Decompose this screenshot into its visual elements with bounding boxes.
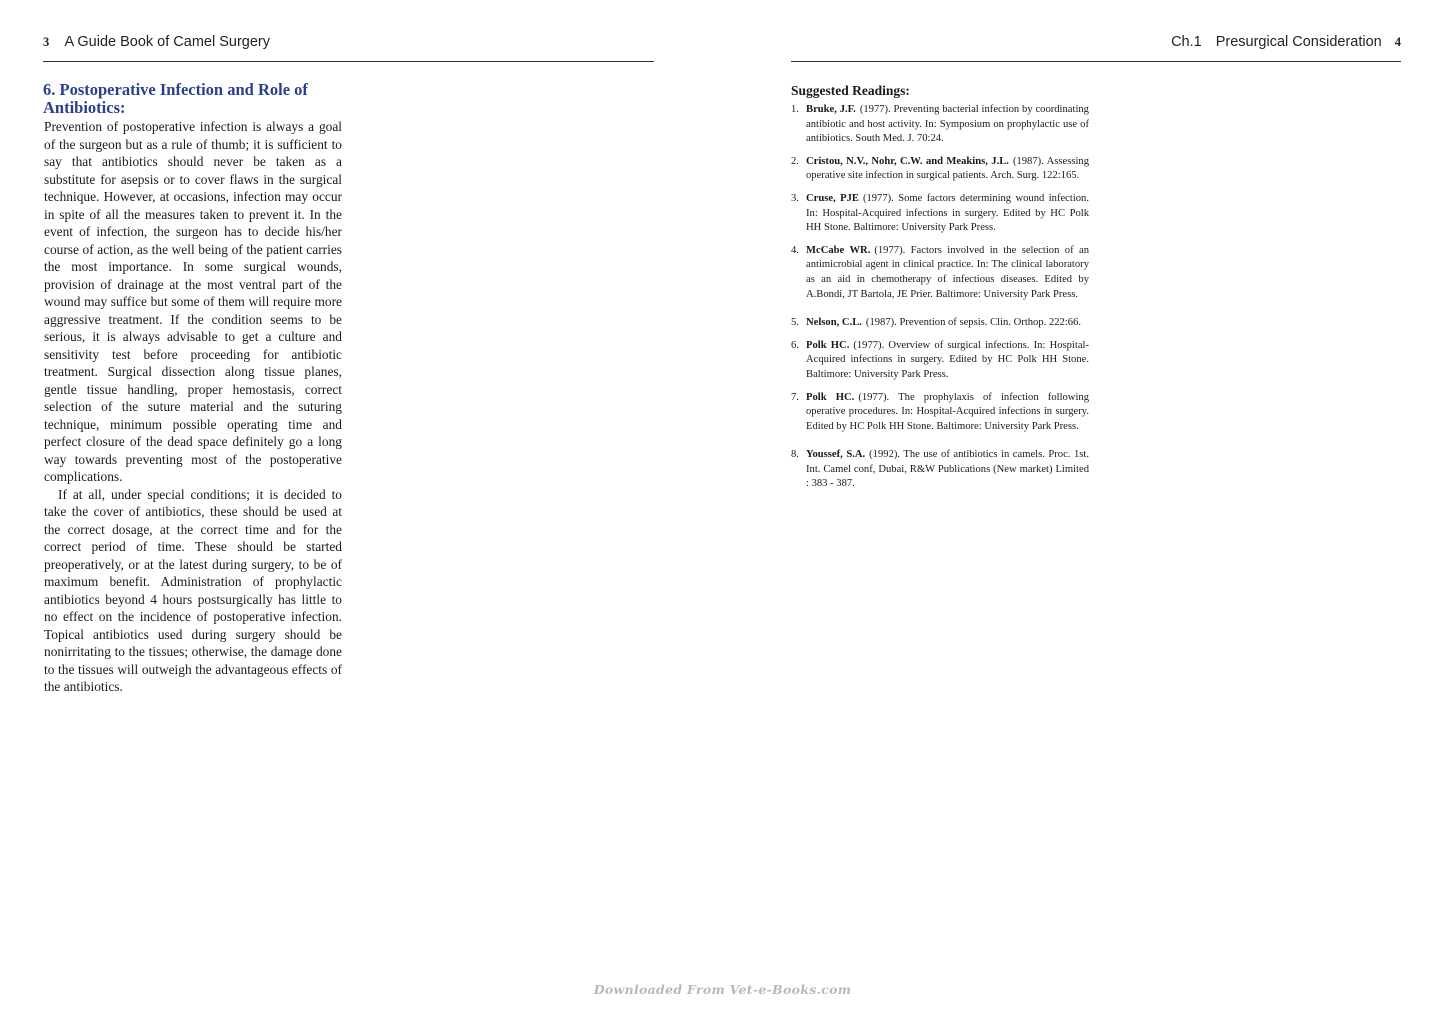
reference-number: 8.	[791, 449, 799, 461]
reference-number: 4.	[791, 244, 799, 256]
right-page-number: 4	[1394, 35, 1401, 49]
section-title: 6. Postoperative Infection and Role of Antibiotics:	[43, 80, 308, 117]
reference-number: 1.	[791, 104, 799, 115]
reference-author: Cruse, PJE	[806, 192, 859, 204]
reference-number: 5.	[791, 317, 799, 329]
reference-author: Polk HC.	[806, 339, 850, 351]
reference-item	[791, 192, 1089, 236]
reference-author: Nelson, C.L.	[806, 317, 862, 329]
reference-text: (1987). Assessing operative site infection in surgical patients. Arch. Surg. 122:165.	[806, 155, 1089, 182]
reference-text: (1977). Some factors determining wound infection. In: Hospital-Acquired infections in surgery. Edited by HC Polk HH Stone. Baltimore: University Park Press.	[806, 192, 1089, 234]
reference-text: (1977). Factors involved in the selection of an antimicrobial agent in clinical practice. In: The clinical laboratory as an aid in chemotherapy of infectious diseases. Edited by A.Bondi, JT Bartola, JE Prier. Baltimore: University Park Press.	[806, 244, 1089, 300]
download-watermark: Downloaded From Vet-e-Books.com	[593, 982, 852, 997]
reference-author: Bruke, J.F.	[806, 104, 856, 115]
book-title: A Guide Book of Camel Surgery	[64, 34, 271, 50]
reference-number: 2.	[791, 155, 799, 167]
reference-author: McCabe WR.	[806, 244, 871, 256]
reference-item	[791, 316, 1089, 331]
reference-author: Youssef, S.A.	[806, 449, 866, 461]
reference-item	[791, 391, 1089, 435]
reference-author: Polk HC.	[806, 391, 855, 403]
reference-number: 7.	[791, 391, 799, 403]
right-page	[722, 0, 1445, 1022]
reference-text: (1977). Preventing bacterial infection by coordinating antibiotic and host activity. In: Symposium on prophylactic use of antibiotics. South Med. J. 70:24.	[806, 104, 1089, 145]
suggested-readings-title: Suggested Readings:	[791, 83, 910, 98]
left-page-number: 3	[43, 35, 50, 49]
reference-text: (1992). The use of antibiotics in camels. Proc. 1st. Int. Camel conf, Dubai, R&W Publications (New market) Limited : 383 - 387.	[806, 449, 1089, 490]
reference-number: 3.	[791, 192, 799, 204]
reference-item	[791, 244, 1089, 302]
reference-number: 6.	[791, 339, 799, 351]
left-page	[0, 0, 722, 1022]
body-paragraph: If at all, under special conditions; it is decided to take the cover of antibiotics, these should be used at the correct dosage, at the correct time and for the correct period of time. These should be started preoperatively, or at the latest during surgery, to be of maximum benefit. Administration of prophylactic antibiotics beyond 4 hours postsurgically has little to no effect on the incidence of postoperative infection. Topical antibiotics used during surgery should be nonirritating to the tissues; otherwise, the damage done to the tissues will outweigh the advantageous effects of the antibiotics.	[44, 486, 342, 694]
reference-item	[791, 103, 1089, 147]
reference-text: (1987). Prevention of sepsis. Clin. Orthop. 222:66.	[865, 317, 1082, 329]
reference-text: (1977). Overview of surgical infections. In: Hospital-Acquired infections in surgery. Edited by HC Polk HH Stone. Baltimore: University Park Press.	[806, 339, 1089, 380]
reference-list	[791, 103, 1089, 500]
body-text	[44, 118, 342, 696]
reference-item	[791, 155, 1089, 184]
left-header-rule	[43, 61, 654, 62]
body-paragraph: Prevention of postoperative infection is always a goal of the surgeon but as a rule of thumb; it is sufficient to say that antibiotics should never be taken as a substitute for asepsis or to cover flaws in the surgical technique. However, at occasions, infection may occur in spite of all the measures taken to prevent it. In the event of infection, the surgeon has to decide his/her course of action, as the well being of the patient carries the most importance. In some surgical wounds, provision of drainage at the most ventral part of the wound may suffice but some of them will require more aggressive treatment. If the condition seems to be serious, it is always advisable to get a culture and sensitivity test before proceeding for antibiotic treatment. Surgical dissection along tissue planes, gentle tissue handling, proper hemostasis, correct selection of the suture material and the suturing technique, minimum possible operating time and perfect closure of the dead space definitely go a long way towards preventing most of the postoperative complications.	[44, 119, 342, 484]
reference-item	[791, 339, 1089, 383]
right-running-header	[1171, 34, 1401, 50]
reference-text: (1977). The prophylaxis of infection following operative procedures. In: Hospital-Acquired infections in surgery. Edited by HC Polk HH Stone. Baltimore: University Park Press.	[806, 391, 1089, 432]
chapter-label: Ch.1	[1171, 34, 1202, 50]
reference-author: Cristou, N.V., Nohr, C.W. and Meakins, J.L.	[806, 155, 1009, 167]
chapter-title: Presurgical Consideration	[1215, 34, 1382, 50]
left-running-header	[43, 34, 270, 50]
right-header-rule	[791, 61, 1401, 62]
reference-item	[791, 448, 1089, 492]
